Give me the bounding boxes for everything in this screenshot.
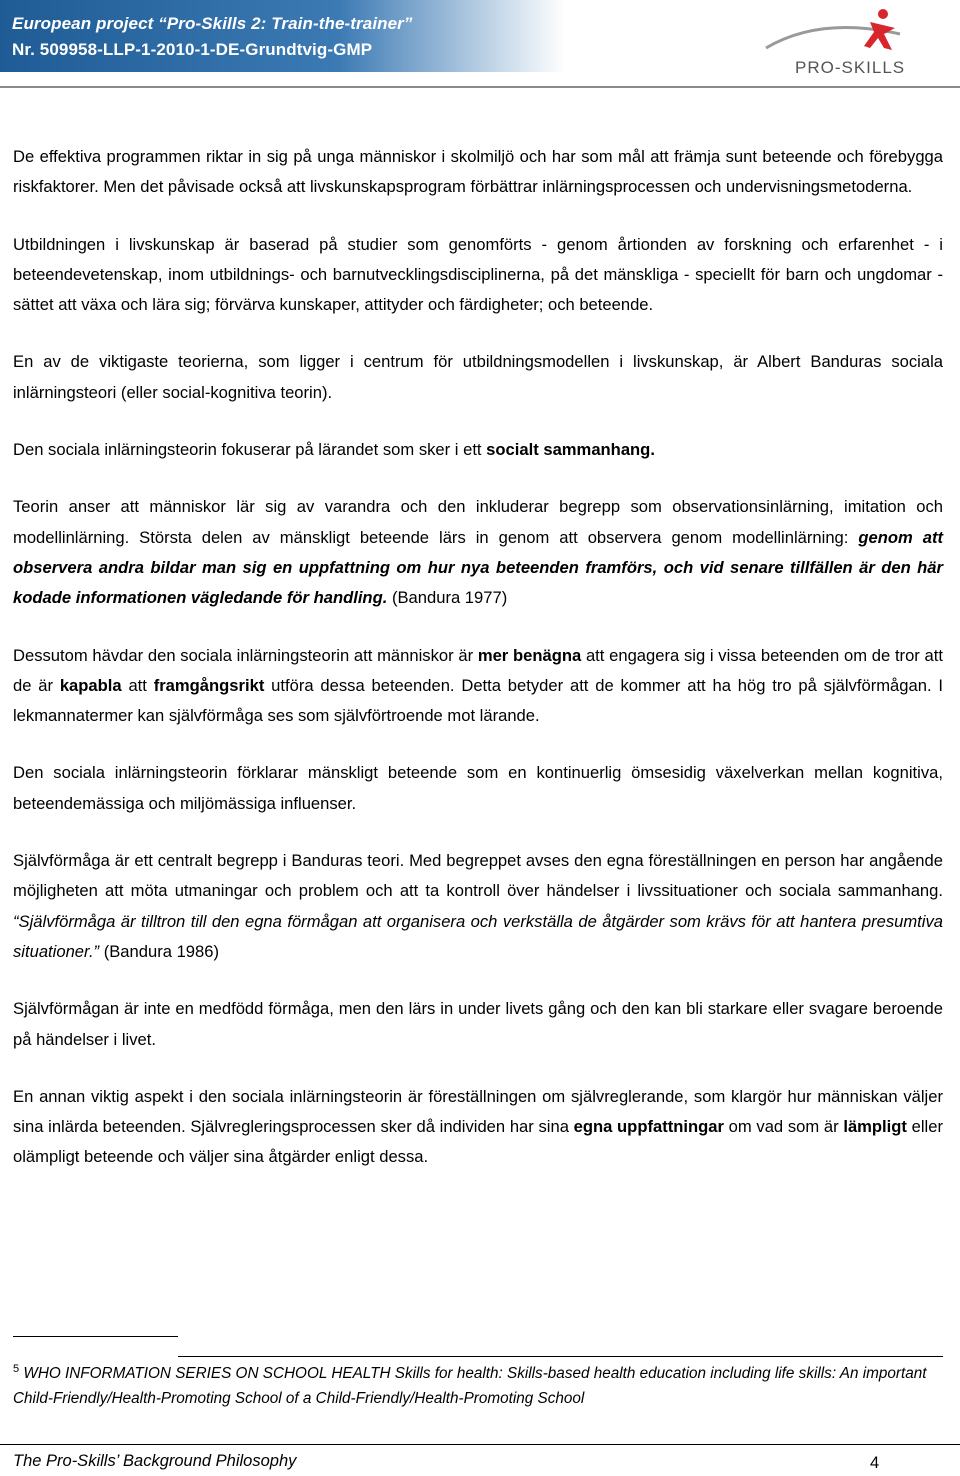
paragraph-10-bold-b: egna uppfattningar <box>573 1117 724 1137</box>
paragraph-6-bold-f: framgångsrikt <box>153 675 265 695</box>
logo-figure-body <box>864 22 895 50</box>
paragraph-10-text-c: om vad som är <box>723 1117 844 1137</box>
paragraph-10-text-a: En annan viktig aspekt i den sociala inlärningsteorin är föreställningen om självreglerande, som klargör hur människan väljer sina inlärda beteenden. Självregleringsprocessen sker då individen har sina <box>13 1086 943 1137</box>
footnote <box>13 1362 943 1411</box>
paragraph-8-citation: (Bandura 1986) <box>99 941 220 961</box>
paragraph-5-citation: (Bandura 1977) <box>387 588 508 608</box>
footnote-rule <box>178 1356 943 1357</box>
page-header <box>0 0 960 88</box>
paragraph-10-bold-d: lämpligt <box>843 1117 907 1137</box>
paragraph-9: Självförmågan är inte en medfödd förmåga, men den lärs in under livets gång och den kan bli starkare eller svagare beroende på händelser i livet. <box>13 999 943 1049</box>
paragraph-6-bold-d: kapabla <box>59 675 122 695</box>
paragraph-6-bold-b: mer benägna <box>477 645 582 665</box>
paragraph-10-text-e: eller olämpligt beteende och väljer sina åtgärder enligt dessa. <box>13 1117 943 1167</box>
paragraph-6-text-a: Dessutom hävdar den sociala inlärningsteorin att människor är <box>13 645 478 665</box>
project-number: Nr. 509958-LLP-1-2010-1-DE-Grundtvig-GMP <box>12 40 373 59</box>
paragraph-4-emphasis: socialt sammanhang. <box>486 440 655 460</box>
footnote-separator <box>13 1336 178 1337</box>
paragraph-8-text: Självförmåga är ett centralt begrepp i Banduras teori. Med begreppet avses den egna föreställningen en person har angående möjligheten att möta utmaningar och problem och att ta kontroll över händelser i livssituationer och sociala sammanhang. <box>13 851 943 901</box>
paragraph-2: Utbildningen i livskunskap är baserad på studier som genomförts - genom årtionden av forskning och erfarenhet - i beteendevetenskap, inom utbildnings- och barnutvecklingsdisciplinerna, på det mänskliga - speciellt för barn och ungdomar - sättet att växa och lära sig; förvärva kunskaper, attityder och färdigheter; och beteende. <box>13 234 943 315</box>
logo-figure-head <box>878 9 888 19</box>
footnote-text: WHO INFORMATION SERIES ON SCHOOL HEALTH Skills for health: Skills-based health education including life skills: An important Child-Friendly/Health-Promoting School of a Child-Friendly/Health-Promoting School <box>13 1365 927 1407</box>
paragraph-5 <box>13 492 943 613</box>
project-title: European project “Pro-Skills 2: Train-the-trainer” <box>12 14 413 33</box>
paragraph-4 <box>13 435 943 465</box>
paragraph-7: Den sociala inlärningsteorin förklarar mänskligt beteende som en kontinuerlig ömsesidig växelverkan mellan kognitiva, beteendemässiga och miljömässiga influenser. <box>13 763 943 813</box>
paragraph-4-text: Den sociala inlärningsteorin fokuserar på lärandet som sker i ett <box>13 440 487 460</box>
footnote-number: 5 <box>13 1363 20 1375</box>
paragraph-8-quote: “Självförmåga är tilltron till den egna förmågan att organisera och verkställa de åtgärder som krävs för att hantera presumtiva situationer.” <box>13 911 943 961</box>
paragraph-3: En av de viktigaste teorierna, som ligger i centrum för utbildningsmodellen i livskunskap, är Albert Banduras sociala inlärningsteori (eller social-kognitiva teorin). <box>13 352 943 402</box>
paragraph-5-text: Teorin anser att människor lär sig av varandra och den inkluderar begrepp som observationsinlärning, imitation och modellinlärning. Största delen av mänskligt beteende lärs in genom att observera genom modellinlärning: <box>13 497 943 547</box>
paragraph-1: De effektiva programmen riktar in sig på unga människor i skolmiljö och har som mål att främja sunt beteende och förebygga riskfaktorer. Men det påvisade också att livskunskapsprogram förbättrar inlärningsprocessen och undervisningsmetoderna. <box>13 147 943 197</box>
footer-title: The Pro-Skills’ Background Philosophy <box>13 1452 297 1470</box>
document-body <box>13 142 943 1200</box>
paragraph-10 <box>13 1082 943 1173</box>
page-number: 4 <box>870 1454 880 1472</box>
paragraph-6-text-c: att engagera sig i vissa beteenden om de tror att de är <box>13 645 944 695</box>
paragraph-6-text-g: utföra dessa beteenden. Detta betyder att de kommer att ha hög tro på självförmågan. I lekmannatermer kan självförmåga ses som självförtroende mot lärande. <box>13 675 943 726</box>
paragraph-8 <box>13 846 943 967</box>
footer-rule <box>0 1444 960 1445</box>
paragraph-5-quote: genom att observera andra bildar man sig en uppfattning om hur nya beteenden framförs, och vid senare tillfällen är den här kodade informationen vägledande för handling. <box>13 527 943 608</box>
paragraph-6 <box>13 641 943 732</box>
logo-text: PRO-SKILLS <box>795 58 906 77</box>
header-band <box>0 0 565 72</box>
paragraph-6-text-e: att <box>121 675 154 695</box>
